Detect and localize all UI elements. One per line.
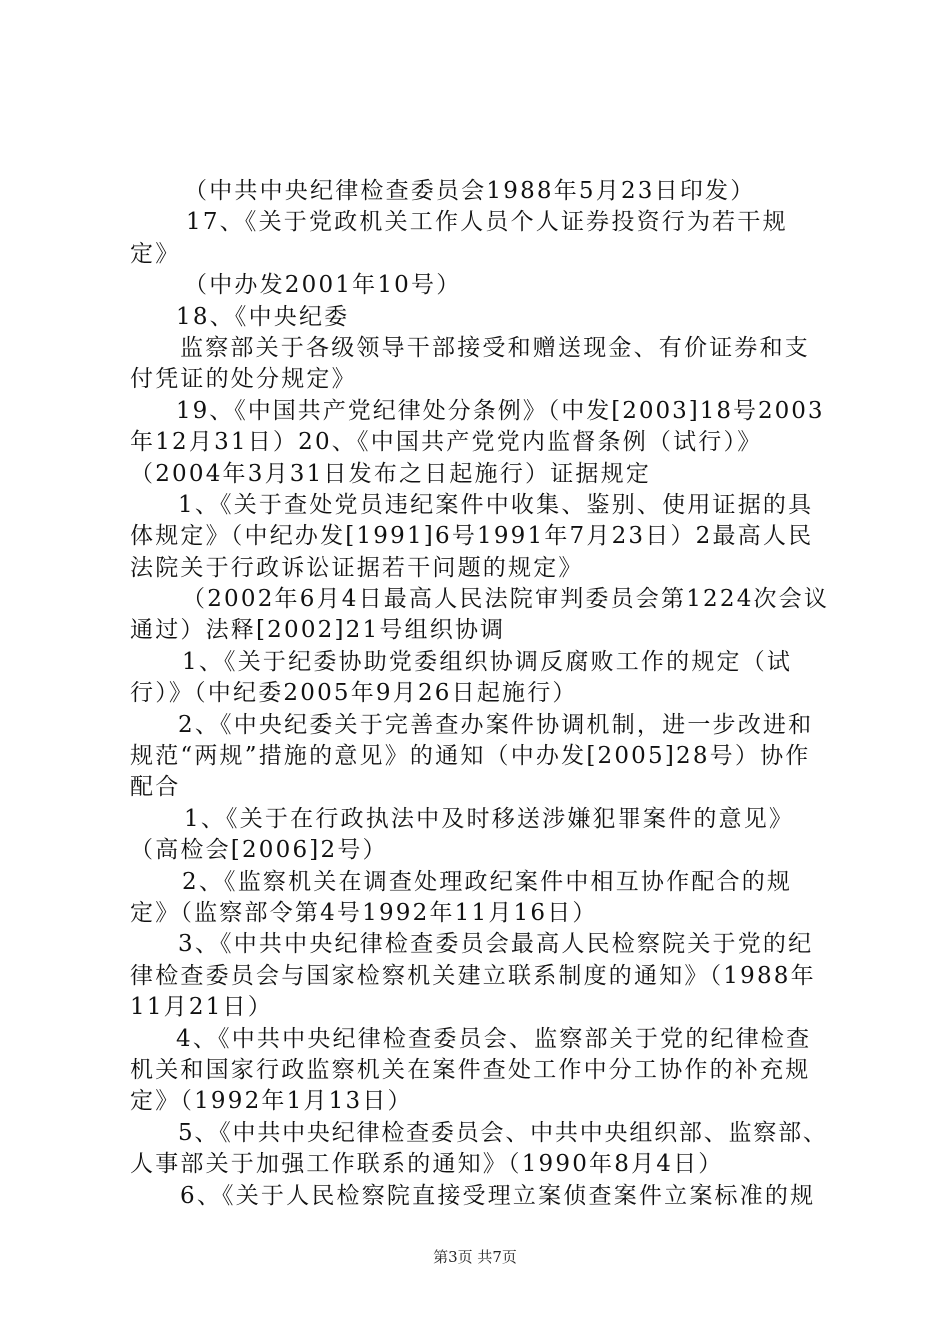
text-line: 律检查委员会与国家检察机关建立联系制度的通知》（1988年: [130, 962, 816, 989]
text-line: 2、《监察机关在调查处理政纪案件中相互协作配合的规: [182, 868, 793, 895]
text-line: （高检会[2006]2号）: [130, 837, 388, 864]
text-line: （2004年3月31日发布之日起施行）证据规定: [130, 460, 652, 487]
text-line: 1、《关于查处党员违纪案件中收集、鉴别、使用证据的具: [178, 491, 814, 518]
text-line: 3、《中共中央纪律检查委员会最高人民检察院关于党的纪: [178, 931, 814, 958]
text-line: 付凭证的处分规定》: [130, 366, 357, 393]
text-line: 监察部关于各级领导干部接受和赠送现金、有价证券和支: [180, 334, 810, 361]
text-line: 配合: [130, 774, 181, 801]
text-line: 4、《中共中央纪律检查委员会、监察部关于党的纪律检查: [176, 1025, 812, 1052]
text-line: （中共中央纪律检查委员会1988年5月23日印发）: [184, 178, 756, 204]
text-line: 机关和国家行政监察机关在案件查处工作中分工协作的补充规: [130, 1056, 811, 1083]
text-line: 11月21日）: [130, 994, 273, 1021]
text-line: （2002年6月4日最高人民法院审判委员会第1224次会议: [182, 586, 830, 613]
document-body: [130, 176, 830, 1212]
text-line: 18、《中央纪委: [176, 303, 350, 330]
text-line: 17、《关于党政机关工作人员个人证券投资行为若干规: [186, 209, 788, 236]
text-line: 1、《关于在行政执法中及时移送涉嫌犯罪案件的意见》: [184, 805, 795, 832]
text-line: 1、《关于纪委协助党委组织协调反腐败工作的规定（试: [182, 648, 793, 675]
text-line: 2、《中央纪委关于完善查办案件协调机制，进一步改进和: [178, 711, 814, 738]
text-line: 定》: [130, 240, 181, 267]
text-line: 5、《中共中央纪律检查委员会、中共中央组织部、监察部、: [178, 1119, 828, 1146]
text-line: 通过）法释[2002]21号组织协调: [130, 617, 506, 644]
text-line: 6、《关于人民检察院直接受理立案侦查案件立案标准的规: [180, 1182, 816, 1209]
text-line: 行）》（中纪委2005年9月26日起施行）: [130, 680, 578, 707]
text-line: 定》（1992年1月13日）: [130, 1088, 413, 1115]
text-line: 法院关于行政诉讼证据若干问题的规定》: [130, 554, 584, 581]
text-line: （中办发2001年10号）: [184, 272, 462, 299]
text-line: 规范“两规”措施的意见》的通知（中办发[2005]28号）协作: [130, 743, 811, 770]
text-line: 体规定》（中纪办发[1991]6号1991年7月23日）2最高人民: [130, 523, 814, 550]
text-line: 人事部关于加强工作联系的通知》（1990年8月4日）: [130, 1151, 724, 1178]
text-line: 年12月31日）20、《中国共产党党内监督条例（试行）》: [130, 429, 763, 456]
text-line: 定》（监察部令第4号1992年11月16日）: [130, 899, 598, 926]
text-line: 19、《中国共产党纪律处分条例》（中发[2003]18号2003: [176, 397, 825, 424]
page-footer: 第3页 共7页: [433, 1248, 517, 1266]
